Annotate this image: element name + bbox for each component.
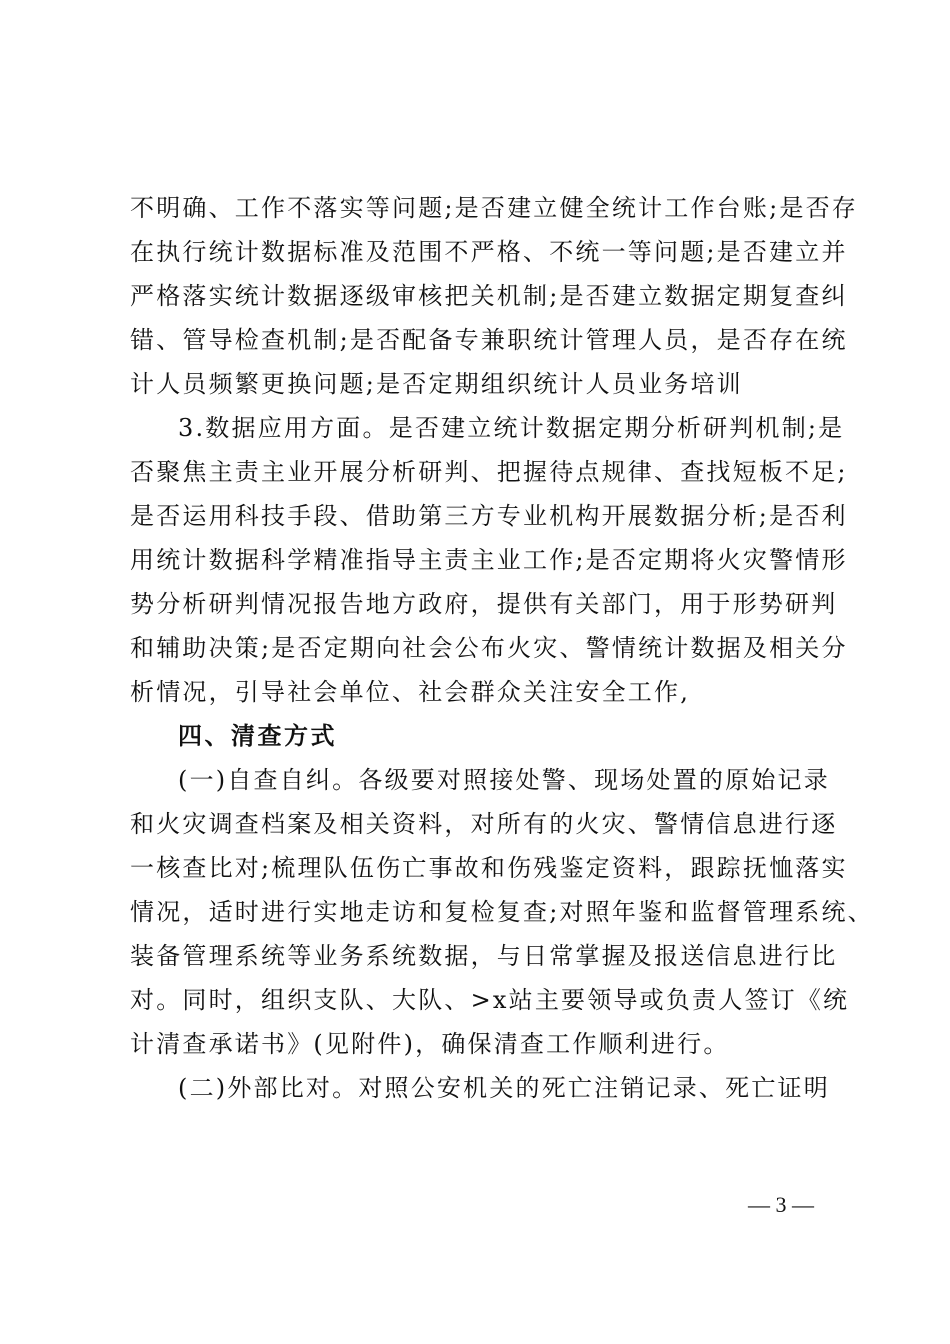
paragraph-line: 用统计数据科学精准指导主责主业工作;是否定期将火灾警情形 — [130, 546, 848, 574]
paragraph-line: 计清查承诺书》(见附件)，确保清查工作顺利进行。 — [130, 1030, 730, 1058]
paragraph-line: 错、管导检查机制;是否配备专兼职统计管理人员，是否存在统 — [130, 326, 848, 354]
paragraph-line: 3.数据应用方面。是否建立统计数据定期分析研判机制;是 — [178, 414, 845, 442]
paragraph-line: 否聚焦主责主业开展分析研判、把握待点规律、查找短板不足; — [130, 458, 848, 486]
paragraph-line: 装备管理系统等业务系统数据，与日常掌握及报送信息进行比 — [130, 942, 838, 970]
paragraph-line: 和辅助决策;是否定期向社会公布火灾、警情统计数据及相关分 — [130, 634, 848, 662]
page-number: — 3 — — [748, 1192, 814, 1217]
paragraph-line: 计人员频繁更换问题;是否定期组织统计人员业务培训 — [130, 370, 743, 398]
paragraph-line: 析情况，引导社会单位、社会群众关注安全工作, — [130, 678, 691, 706]
paragraph-line: (二)外部比对。对照公安机关的死亡注销记录、死亡证明 — [178, 1074, 830, 1102]
paragraph-line: 对。同时，组织支队、大队、>x站主要领导或负责人签订《统 — [130, 986, 850, 1014]
paragraph-line: 不明确、工作不落实等问题;是否建立健全统计工作台账;是否存 — [130, 194, 858, 222]
paragraph-line: 势分析研判情况报告地方政府，提供有关部门，用于形势研判 — [130, 590, 838, 618]
section-heading: 四、清查方式 — [178, 722, 337, 750]
paragraph-line: 情况，适时进行实地走访和复检复查;对照年鉴和监督管理系统、 — [130, 898, 874, 926]
paragraph-line: 和火灾调查档案及相关资料，对所有的火灾、警情信息进行逐 — [130, 810, 838, 838]
paragraph-line: 在执行统计数据标准及范围不严格、不统一等问题;是否建立并 — [130, 238, 848, 266]
paragraph-line: 是否运用科技手段、借助第三方专业机构开展数据分析;是否利 — [130, 502, 848, 530]
paragraph-line: (一)自查自纠。各级要对照接处警、现场处置的原始记录 — [178, 766, 830, 794]
document-body — [130, 186, 874, 1110]
paragraph-line: 一核查比对;梳理队伍伤亡事故和伤残鉴定资料，跟踪抚恤落实 — [130, 854, 848, 882]
paragraph-line: 严格落实统计数据逐级审核把关机制;是否建立数据定期复查纠 — [130, 282, 848, 310]
